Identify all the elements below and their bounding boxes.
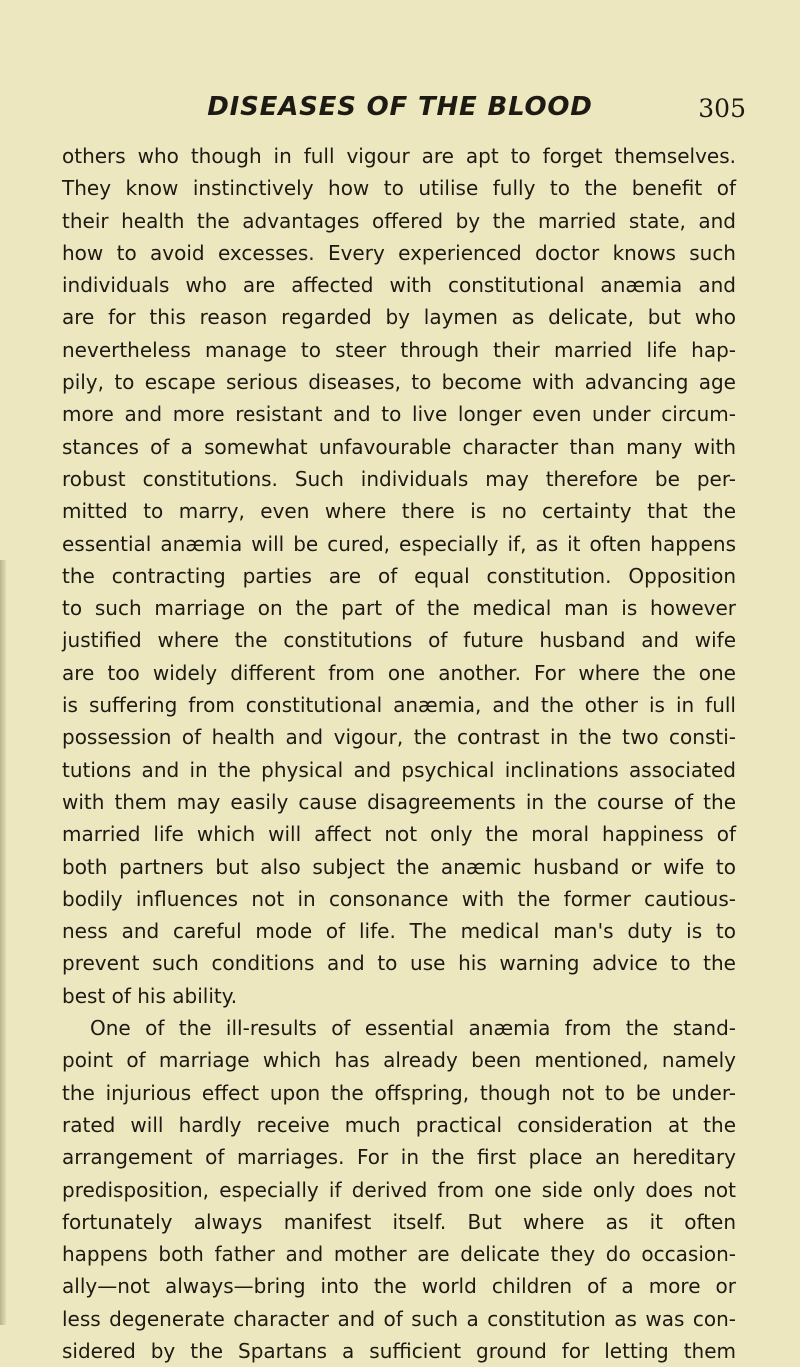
- running-title: DISEASES OF THE BLOOD: [207, 92, 593, 122]
- text-line: They know instinctively how to utilise fully to the benefit of: [62, 176, 736, 201]
- text-line: both partners but also subject the anæmic husband or wife to: [62, 854, 736, 879]
- text-line: best of his ability.: [62, 983, 238, 1008]
- text-line: married life which will affect not only the moral happiness of: [62, 822, 736, 847]
- paragraph: [62, 140, 736, 1012]
- text-line: individuals who are affected with constitutional anæmia and: [62, 273, 736, 298]
- text-line: are too widely different from one another. For where the one: [62, 660, 736, 685]
- text-line: ally—not always—bring into the world children of a more or: [62, 1274, 736, 1299]
- text-line: point of marriage which has already been mentioned, namely: [62, 1048, 736, 1073]
- text-line: their health the advantages offered by the married state, and: [62, 208, 736, 233]
- text-line: sidered by the Spartans a sufficient ground for letting them: [62, 1338, 736, 1363]
- paragraph: [62, 1012, 736, 1367]
- page-number: 305: [698, 94, 746, 123]
- text-line: is suffering from constitutional anæmia, and the other is in full: [62, 693, 736, 718]
- text-line: predisposition, especially if derived from one side only does not: [62, 1177, 736, 1202]
- text-line: more and more resistant and to live longer even under circum-: [62, 402, 736, 427]
- text-line: mitted to marry, even where there is no certainty that the: [62, 499, 736, 524]
- text-line: nevertheless manage to steer through their married life hap-: [62, 337, 736, 362]
- text-line: robust constitutions. Such individuals may therefore be per-: [62, 466, 736, 491]
- page-header: [120, 92, 746, 132]
- text-line: the injurious effect upon the offspring, though not to be under-: [62, 1080, 736, 1105]
- text-line: essential anæmia will be cured, especially if, as it often happens: [62, 531, 736, 556]
- text-line: ness and careful mode of life. The medical man's duty is to: [62, 919, 736, 944]
- text-line: arrangement of marriages. For in the first place an hereditary: [62, 1145, 736, 1170]
- page-gutter-shadow: [0, 560, 6, 1325]
- text-line: possession of health and vigour, the contrast in the two consti-: [62, 725, 736, 750]
- text-line: the contracting parties are of equal constitution. Opposition: [62, 563, 736, 588]
- text-line: One of the ill-results of essential anæmia from the stand-: [90, 1016, 736, 1041]
- text-line: others who though in full vigour are apt to forget themselves.: [62, 144, 736, 168]
- text-line: tutions and in the physical and psychical inclinations associated: [62, 757, 736, 782]
- text-line: how to avoid excesses. Every experienced doctor knows such: [62, 240, 736, 265]
- text-line: to such marriage on the part of the medical man is however: [62, 596, 736, 621]
- text-line: rated will hardly receive much practical consideration at the: [62, 1112, 736, 1137]
- body-text: [62, 140, 736, 1367]
- text-line: happens both father and mother are delicate they do occasion-: [62, 1242, 736, 1267]
- text-line: stances of a somewhat unfavourable character than many with: [62, 434, 736, 459]
- text-line: prevent such conditions and to use his warning advice to the: [62, 951, 736, 976]
- text-line: are for this reason regarded by laymen as delicate, but who: [62, 305, 736, 330]
- text-line: bodily influences not in consonance with the former cautious-: [62, 886, 736, 911]
- text-line: fortunately always manifest itself. But where as it often: [62, 1209, 736, 1234]
- text-line: justified where the constitutions of future husband and wife: [62, 628, 736, 653]
- text-line: less degenerate character and of such a constitution as was con-: [62, 1306, 736, 1331]
- text-line: with them may easily cause disagreements in the course of the: [62, 789, 736, 814]
- text-line: pily, to escape serious diseases, to become with advancing age: [62, 370, 736, 395]
